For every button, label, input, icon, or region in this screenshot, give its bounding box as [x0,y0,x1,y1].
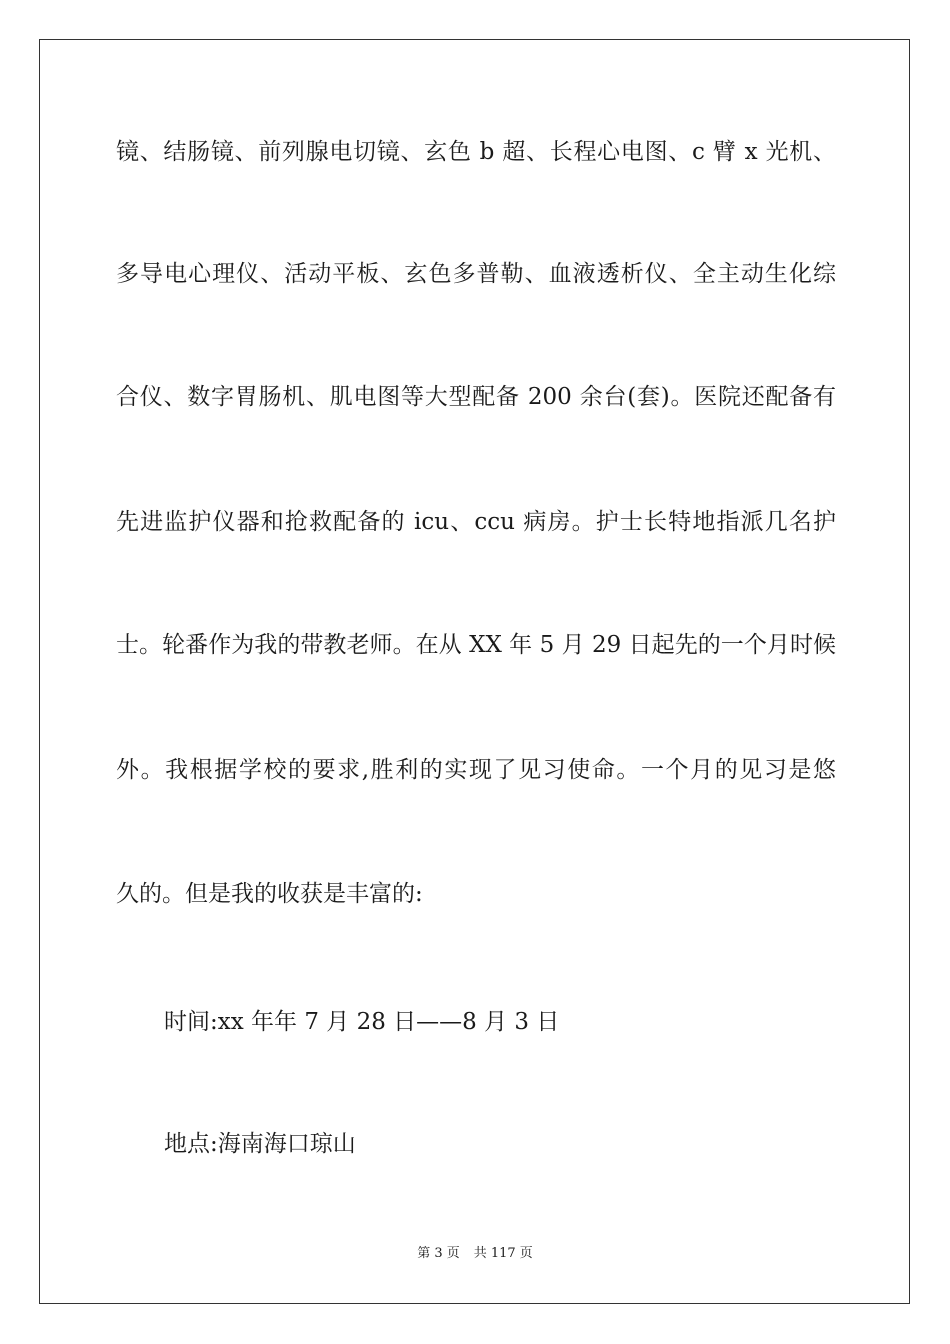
paragraph-line-4: 先进监护仪器和抢救配备的 icu、ccu 病房。护士长特地指派几名护 [116,509,836,535]
paragraph-line-5: 士。轮番作为我的带教老师。在从 XX 年 5 月 29 日起先的一个月时候 [116,632,836,658]
page-total: 共 117 页 [473,1246,533,1261]
paragraph-line-3: 合仪、数字胃肠机、肌电图等大型配备 200 余台(套)。医院还配备有 [116,384,836,410]
page-footer [0,1245,950,1263]
paragraph-line-1: 镜、结肠镜、前列腺电切镜、玄色 b 超、长程心电图、c 臂 x 光机、 [116,139,836,165]
paragraph-line-2: 多导电心理仪、活动平板、玄色多普勒、血液透析仪、全主动生化综 [116,261,836,287]
paragraph-line-7: 久的。但是我的收获是丰富的: [116,881,423,907]
time-line: 时间:xx 年年 7 月 28 日——8 月 3 日 [164,1009,560,1035]
paragraph-line-6: 外。我根据学校的要求,胜利的实现了见习使命。一个月的见习是悠 [116,757,836,783]
page-number: 第 3 页 [417,1246,460,1261]
place-line: 地点:海南海口琼山 [164,1131,356,1157]
page-border [39,39,910,1304]
